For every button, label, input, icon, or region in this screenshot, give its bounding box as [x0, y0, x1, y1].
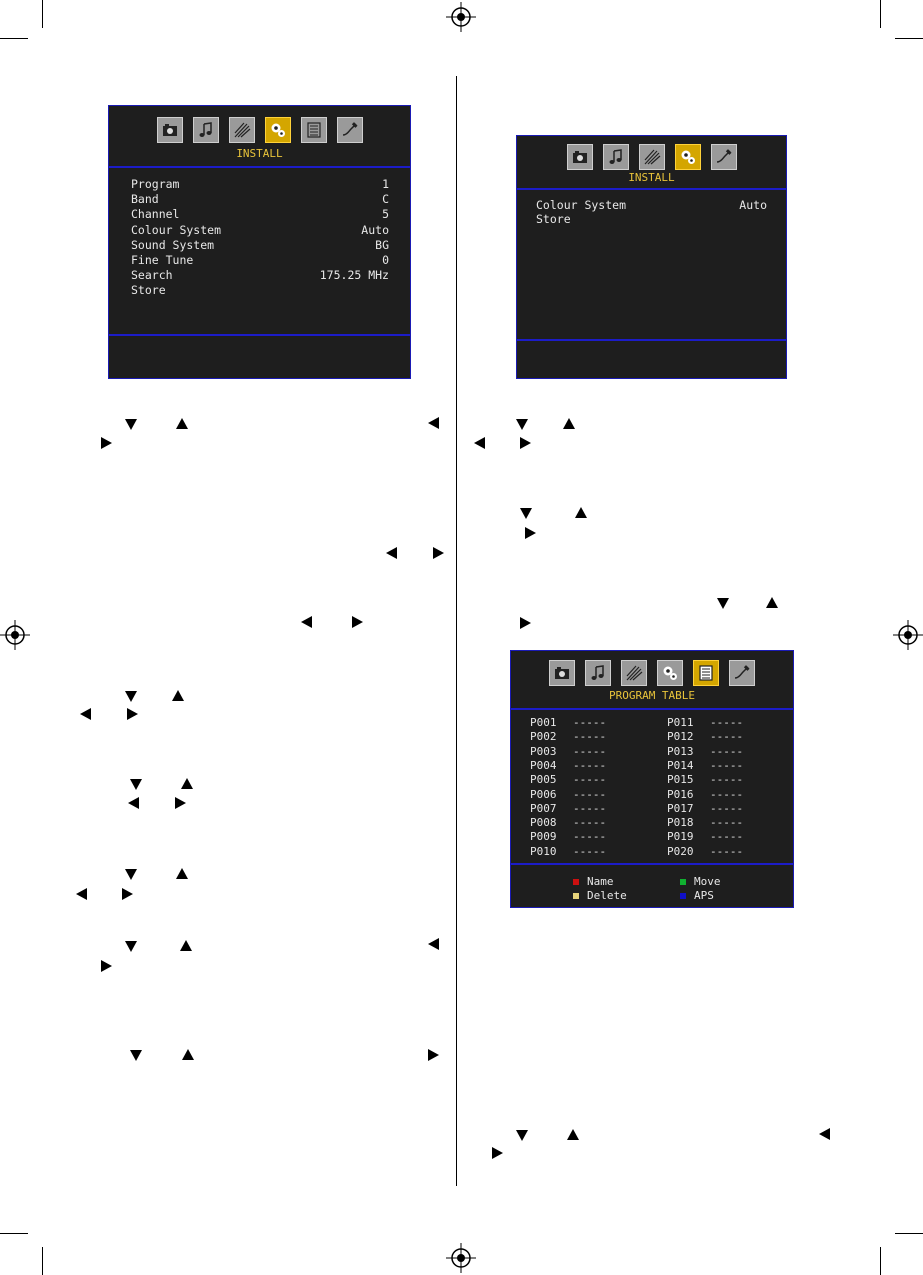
- program-number: P016: [667, 787, 694, 801]
- down-arrow-icon: [125, 869, 137, 880]
- picture-icon[interactable]: [549, 660, 575, 686]
- right-arrow-icon: [122, 888, 133, 900]
- left-arrow-icon: [128, 797, 139, 809]
- menu-divider: [511, 708, 793, 710]
- right-arrow-icon: [127, 708, 138, 720]
- menu-item[interactable]: [109, 192, 410, 207]
- menu-item-label: Program: [131, 177, 180, 191]
- picture-icon[interactable]: [157, 117, 183, 143]
- legend-key-icon: [680, 879, 686, 885]
- menu-item[interactable]: [109, 238, 410, 253]
- menu-divider: [517, 188, 786, 190]
- program-number: P004: [530, 758, 557, 772]
- right-arrow-icon: [433, 547, 444, 559]
- sound-icon[interactable]: [585, 660, 611, 686]
- down-arrow-icon: [717, 598, 729, 609]
- program-name: -----: [573, 787, 607, 801]
- program-table-icon[interactable]: [301, 117, 327, 143]
- menu-item-label: Colour System: [131, 222, 222, 237]
- program-number: P012: [667, 730, 694, 744]
- right-arrow-icon: [492, 1147, 503, 1159]
- legend-label: Move: [694, 875, 721, 888]
- crop-mark: [895, 38, 923, 39]
- program-number: P017: [667, 801, 694, 815]
- down-arrow-icon: [516, 1130, 528, 1141]
- program-name: -----: [710, 801, 744, 815]
- legend-label: Delete: [587, 889, 627, 902]
- up-arrow-icon: [172, 690, 184, 701]
- menu-item[interactable]: [109, 268, 410, 283]
- program-number: P003: [530, 744, 557, 758]
- legend-label: Name: [587, 875, 614, 888]
- left-arrow-icon: [428, 938, 439, 950]
- down-arrow-icon: [125, 941, 137, 952]
- program-name: -----: [710, 730, 744, 744]
- up-arrow-icon: [176, 418, 188, 429]
- left-arrow-icon: [819, 1128, 830, 1140]
- registration-mark-icon: [446, 1243, 476, 1273]
- down-arrow-icon: [520, 508, 532, 519]
- right-arrow-icon: [428, 1049, 439, 1061]
- menu-item[interactable]: [109, 283, 410, 298]
- right-arrow-icon: [352, 616, 363, 628]
- menu-item-label: Search: [131, 268, 173, 283]
- crop-mark: [880, 0, 881, 28]
- feature-icon[interactable]: [229, 117, 255, 143]
- program-name: -----: [710, 816, 744, 830]
- program-name: -----: [573, 816, 607, 830]
- menu-item-label: Sound System: [131, 237, 215, 252]
- menu-item-value: 0: [382, 253, 389, 267]
- sound-icon[interactable]: [193, 117, 219, 143]
- menu-item[interactable]: [109, 177, 410, 192]
- program-name: -----: [573, 844, 607, 858]
- right-arrow-icon: [525, 527, 536, 539]
- menu-item-label: Colour System: [536, 198, 627, 212]
- install-icon[interactable]: [675, 144, 701, 170]
- program-name: -----: [573, 730, 607, 744]
- menu-item-value: Auto: [739, 198, 767, 212]
- up-arrow-icon: [176, 868, 188, 879]
- right-arrow-icon: [520, 617, 531, 629]
- menu-item-value: 175.25 MHz: [319, 268, 389, 283]
- menu-item-value: Auto: [361, 222, 389, 237]
- legend-label: APS: [694, 889, 714, 902]
- legend-key-icon: [573, 893, 579, 899]
- source-icon[interactable]: [729, 660, 755, 686]
- program-number: P018: [667, 816, 694, 830]
- left-arrow-icon: [428, 417, 439, 429]
- menu-item-label: Channel: [131, 207, 180, 222]
- program-number: P002: [530, 730, 557, 744]
- down-arrow-icon: [125, 419, 137, 430]
- program-table-menu: [510, 650, 794, 908]
- program-name: -----: [710, 773, 744, 787]
- menu-item[interactable]: [517, 198, 786, 212]
- menu-item-value: 1: [382, 177, 389, 191]
- left-arrow-icon: [386, 547, 397, 559]
- program-name: -----: [710, 787, 744, 801]
- program-number: P007: [530, 801, 557, 815]
- program-number: P010: [530, 844, 557, 858]
- program-name: -----: [710, 844, 744, 858]
- program-number: P008: [530, 816, 557, 830]
- program-name: -----: [710, 758, 744, 772]
- crop-mark: [880, 1247, 881, 1275]
- registration-mark-icon: [893, 620, 923, 650]
- crop-mark: [0, 38, 28, 39]
- program-number: P001: [530, 716, 557, 729]
- program-number: P020: [667, 844, 694, 858]
- program-name: -----: [573, 758, 607, 772]
- menu-item[interactable]: [109, 223, 410, 238]
- up-arrow-icon: [766, 597, 778, 608]
- down-arrow-icon: [130, 1050, 142, 1061]
- menu-divider: [517, 339, 786, 341]
- down-arrow-icon: [516, 419, 528, 430]
- program-name: -----: [573, 744, 607, 758]
- legend-key-icon: [680, 893, 686, 899]
- menu-item[interactable]: [109, 207, 410, 222]
- left-arrow-icon: [76, 888, 87, 900]
- menu-item-label: Store: [131, 283, 166, 298]
- program-number: P014: [667, 758, 694, 772]
- program-name: -----: [710, 830, 744, 844]
- crop-mark: [0, 1233, 28, 1234]
- right-arrow-icon: [175, 797, 186, 809]
- program-name: -----: [573, 830, 607, 844]
- left-arrow-icon: [474, 437, 485, 449]
- right-arrow-icon: [101, 960, 112, 972]
- feature-icon[interactable]: [639, 144, 665, 170]
- down-arrow-icon: [130, 779, 142, 790]
- crop-mark: [895, 1233, 923, 1234]
- program-name: -----: [573, 716, 607, 729]
- up-arrow-icon: [180, 940, 192, 951]
- legend-key-icon: [573, 879, 579, 885]
- left-arrow-icon: [80, 708, 91, 720]
- menu-item-value: BG: [375, 237, 389, 252]
- program-name: -----: [573, 773, 607, 787]
- program-table-icon[interactable]: [693, 660, 719, 686]
- up-arrow-icon: [567, 1129, 579, 1140]
- menu-item-label: Fine Tune: [131, 253, 194, 267]
- crop-mark: [42, 0, 43, 28]
- right-arrow-icon: [520, 437, 531, 449]
- program-number: P005: [530, 773, 557, 787]
- picture-icon[interactable]: [567, 144, 593, 170]
- source-icon[interactable]: [337, 117, 363, 143]
- registration-mark-icon: [446, 2, 476, 32]
- install-icon[interactable]: [657, 660, 683, 686]
- source-icon[interactable]: [711, 144, 737, 170]
- install-menu-left: [108, 105, 411, 379]
- up-arrow-icon: [563, 418, 575, 429]
- left-arrow-icon: [301, 616, 312, 628]
- program-number: P006: [530, 787, 557, 801]
- up-arrow-icon: [575, 507, 587, 518]
- menu-divider: [511, 863, 793, 865]
- menu-item-value: 5: [382, 207, 389, 222]
- program-number: P011: [667, 716, 694, 729]
- up-arrow-icon: [182, 1049, 194, 1060]
- column-divider: [456, 76, 457, 1186]
- menu-title: INSTALL: [628, 171, 675, 184]
- feature-icon[interactable]: [621, 660, 647, 686]
- sound-icon[interactable]: [603, 144, 629, 170]
- program-number: P015: [667, 773, 694, 787]
- menu-divider: [109, 166, 410, 168]
- program-number: P009: [530, 830, 557, 844]
- up-arrow-icon: [181, 778, 193, 789]
- crop-mark: [42, 1247, 43, 1275]
- program-name: -----: [710, 716, 744, 729]
- program-name: -----: [710, 744, 744, 758]
- menu-title: INSTALL: [236, 147, 283, 160]
- menu-item-label: Band: [131, 192, 159, 207]
- menu-item[interactable]: [109, 253, 410, 268]
- install-menu-right: [516, 135, 787, 379]
- program-number: P013: [667, 744, 694, 758]
- menu-item-label: Store: [536, 212, 571, 226]
- menu-item[interactable]: [517, 212, 786, 226]
- down-arrow-icon: [125, 691, 137, 702]
- menu-item-value: C: [382, 192, 389, 207]
- right-arrow-icon: [101, 437, 112, 449]
- program-number: P019: [667, 830, 694, 844]
- install-icon[interactable]: [265, 117, 291, 143]
- menu-title: PROGRAM TABLE: [608, 689, 696, 702]
- menu-divider: [109, 334, 410, 336]
- registration-mark-icon: [0, 620, 30, 650]
- program-name: -----: [573, 801, 607, 815]
